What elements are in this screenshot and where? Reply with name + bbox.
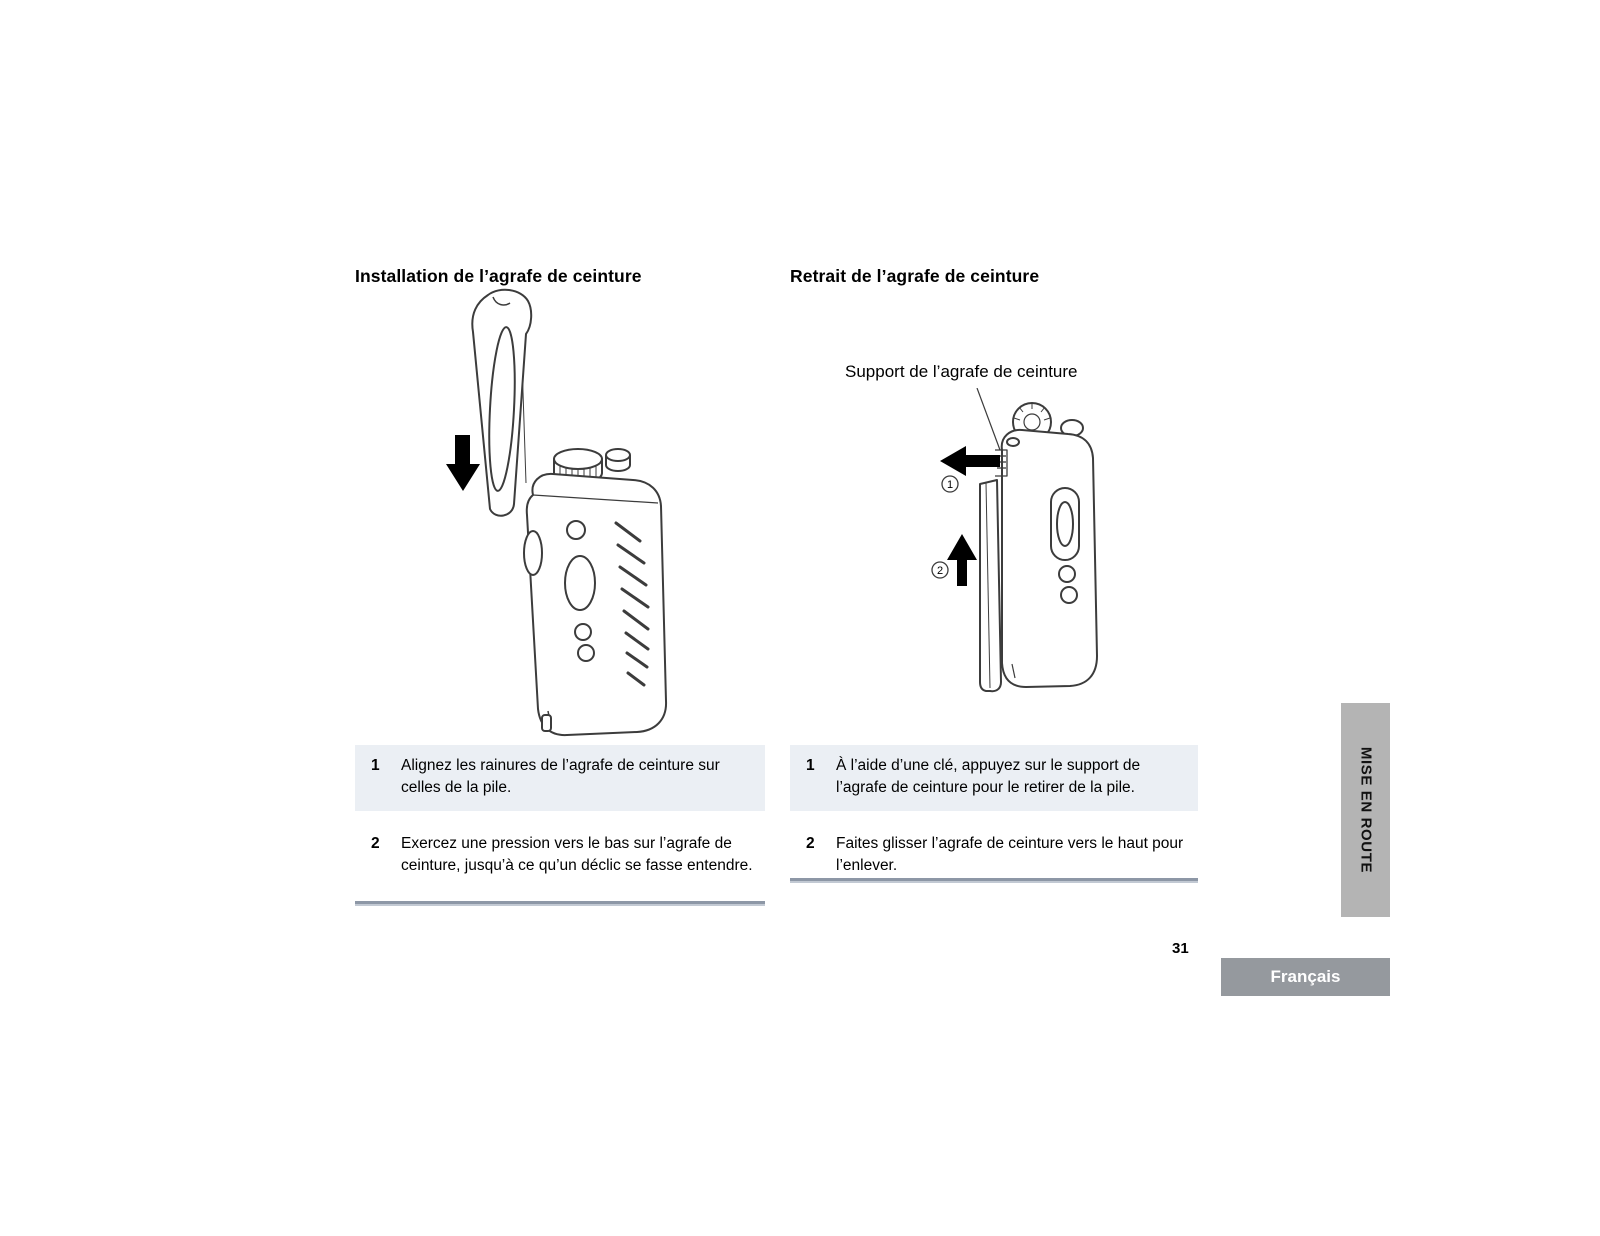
arrow-1-label <box>942 476 958 492</box>
step-number: 1 <box>371 757 380 774</box>
section-divider <box>355 901 765 906</box>
radio-side-view-drawing <box>524 449 666 735</box>
belt-clip-drawing <box>472 290 531 516</box>
belt-clip-support-label: Support de l’agrafe de ceinture <box>845 362 1078 381</box>
tab-mise-en-route <box>1341 703 1390 917</box>
left-section-heading: Installation de l’agrafe de ceinture <box>355 266 642 286</box>
installation-steps <box>355 745 765 889</box>
down-arrow-icon <box>446 435 480 491</box>
installation-step-2 <box>355 823 765 889</box>
removal-steps <box>790 745 1198 889</box>
up-arrow-icon <box>947 534 977 586</box>
step-number: 2 <box>371 835 380 852</box>
step-text: À l’aide d’une clé, appuyez sur le support de l’agrafe de ceinture pour le retirer de la pile. <box>836 757 1141 796</box>
step-number: 2 <box>806 835 815 852</box>
step-text: Alignez les rainures de l’agrafe de ceinture sur celles de la pile. <box>401 757 720 796</box>
radio-drawing <box>980 403 1097 691</box>
language-tab-label: Français <box>1270 967 1341 986</box>
ptt-button-drawing <box>524 531 542 575</box>
belt-clip-installation-illustration <box>430 283 760 743</box>
step-number: 1 <box>806 757 815 774</box>
section-divider <box>790 878 1198 883</box>
svg-text:2: 2 <box>936 565 944 577</box>
page-number: 31 <box>1172 940 1189 957</box>
installation-step-1 <box>355 745 765 811</box>
belt-clip-strip-drawing <box>980 480 1001 691</box>
left-arrow-icon <box>940 446 1000 476</box>
arrow-2-label <box>932 562 948 578</box>
tab-francais <box>1221 958 1390 996</box>
step-text: Exercez une pression vers le bas sur l’agrafe de ceinture, jusqu’à ce qu’un déclic se fasse entendre. <box>401 835 753 874</box>
right-section-heading: Retrait de l’agrafe de ceinture <box>790 266 1040 286</box>
removal-step-1 <box>790 745 1198 811</box>
callout-pointer-line <box>977 388 1000 450</box>
side-tab-label: MISE EN ROUTE <box>1357 746 1374 874</box>
step-text: Faites glisser l’agrafe de ceinture vers le haut pour l’enlever. <box>836 835 1184 874</box>
svg-text:1: 1 <box>946 479 954 491</box>
belt-clip-removal-illustration <box>920 388 1190 708</box>
